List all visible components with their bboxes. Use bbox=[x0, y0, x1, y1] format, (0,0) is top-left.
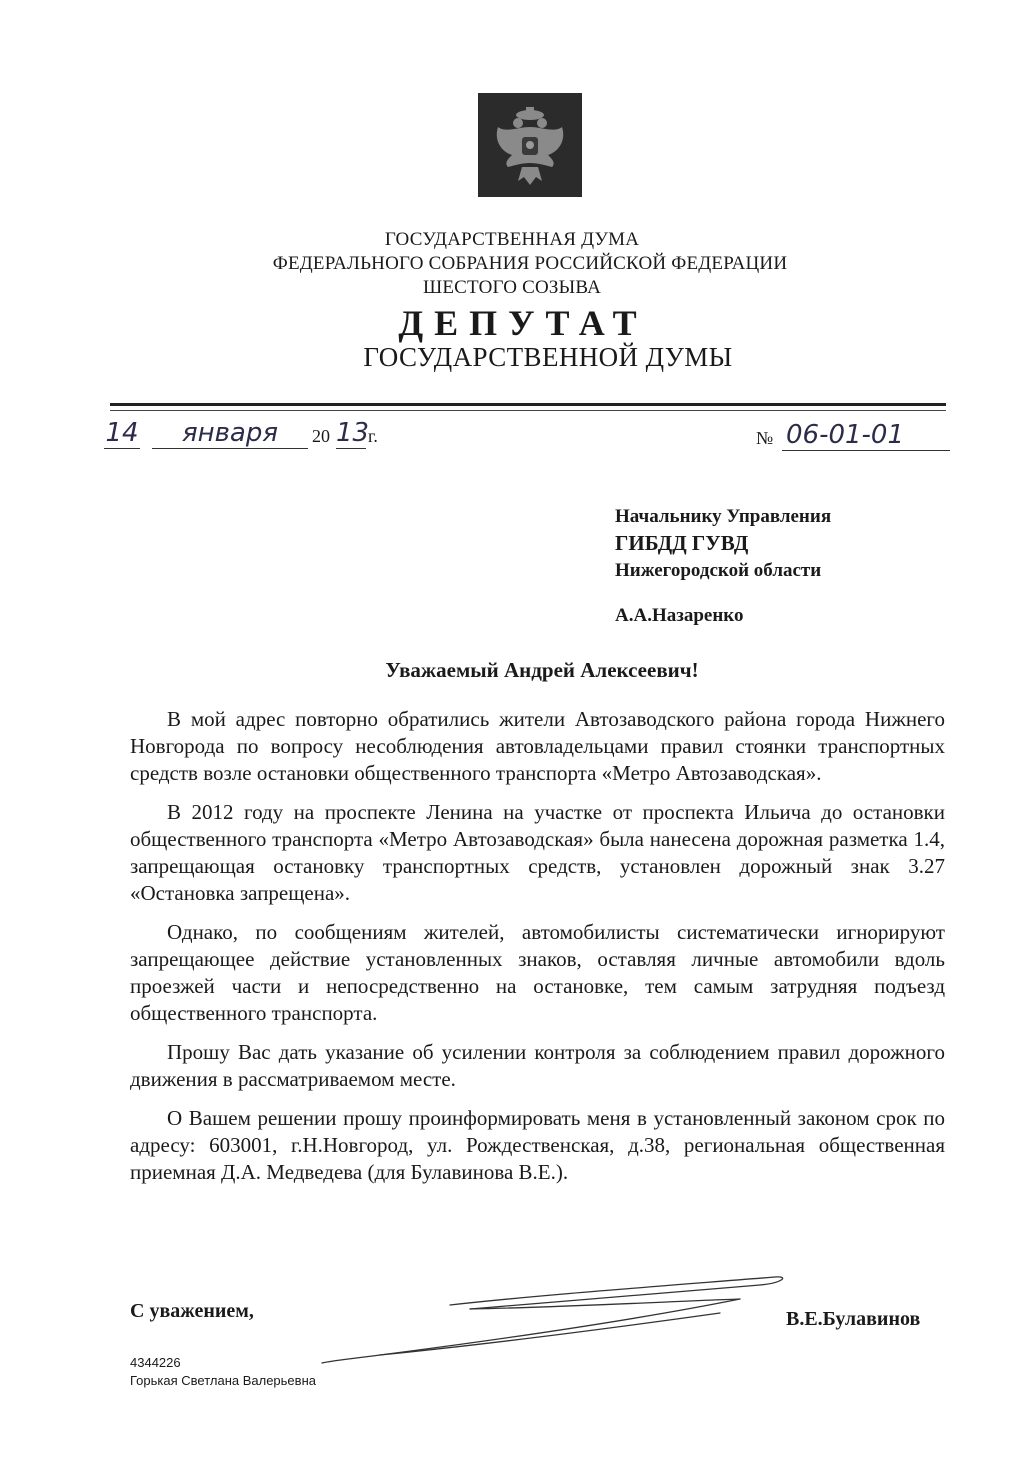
coat-of-arms-icon bbox=[478, 93, 582, 197]
executor-name: Горькая Светлана Валерьевна bbox=[130, 1373, 316, 1388]
date-month: января bbox=[152, 418, 308, 449]
body-paragraph: В мой адрес повторно обратились жители Автозаводского района города Нижнего Новгорода по вопросу несоблюдения автовладельцами правил стоянки транспортных средств возле остановки общественного транспорта «Метро Автозаводская». bbox=[130, 707, 945, 785]
addressee-name: А.А.Назаренко bbox=[615, 605, 744, 626]
letterhead-subtitle: ГОСУДАРСТВЕННОЙ ДУМЫ bbox=[363, 342, 733, 372]
body-paragraph: О Вашем решении прошу проинформировать меня в установленный законом срок по адресу: 603001, г.Н.Новгород, ул. Рождественская, д.38, региональная общественная приемная Д.А. Медведева (для Булавинова В.Е.). bbox=[130, 1106, 945, 1184]
addressee-position: Начальнику Управления bbox=[615, 506, 832, 527]
addressee-block bbox=[615, 503, 831, 629]
signer-name: В.Е.Булавинов bbox=[786, 1308, 921, 1330]
number-sign: № bbox=[756, 428, 774, 448]
date-year-suffix: 13 bbox=[336, 418, 370, 448]
org-line-3: ШЕСТОГО СОЗЫВА bbox=[423, 277, 601, 298]
document-number: 06-01-01 bbox=[782, 420, 950, 451]
letterhead-title: ДЕПУТАТ bbox=[398, 303, 648, 343]
date-year-prefix: 20 bbox=[312, 426, 330, 446]
handwritten-signature bbox=[320, 1265, 790, 1375]
body-paragraph: Прошу Вас дать указание об усилении контроля за соблюдением правил дорожного движения в рассматриваемом месте. bbox=[130, 1040, 945, 1091]
date-year-mark: г. bbox=[368, 426, 378, 446]
addressee-department: ГИБДД ГУВД bbox=[615, 531, 749, 555]
org-line-1: ГОСУДАРСТВЕННАЯ ДУМА bbox=[384, 229, 640, 250]
letterhead-rule-thick bbox=[110, 403, 946, 406]
organization-header bbox=[0, 228, 1024, 300]
salutation: Уважаемый Андрей Алексеевич! bbox=[385, 658, 699, 682]
closing-regards: С уважением, bbox=[130, 1300, 254, 1322]
addressee-region: Нижегородской области bbox=[615, 560, 822, 581]
executor-phone: 4344226 bbox=[130, 1355, 181, 1370]
letter-body bbox=[130, 706, 945, 1198]
date-day: 14 bbox=[105, 418, 139, 448]
executor-info bbox=[130, 1354, 316, 1390]
body-paragraph: В 2012 году на проспекте Ленина на участке от проспекта Ильича до остановки общественного транспорта «Метро Автозаводская» была нанесена дорожная разметка 1.4, запрещающая остановку транспортных средств, установлен дорожный знак 3.27 «Остановка запрещена». bbox=[130, 800, 945, 905]
letterhead-rule-thin bbox=[110, 410, 946, 411]
org-line-2: ФЕДЕРАЛЬНОГО СОБРАНИЯ РОССИЙСКОЙ ФЕДЕРАЦИИ bbox=[272, 253, 788, 274]
body-paragraph: Однако, по сообщениям жителей, автомобилисты систематически игнорируют запрещающее действие установленных знаков, оставляя личные автомобили вдоль проезжей части и непосредственно на остановке, тем самым затрудняя подъезд общественного транспорта. bbox=[130, 920, 945, 1025]
